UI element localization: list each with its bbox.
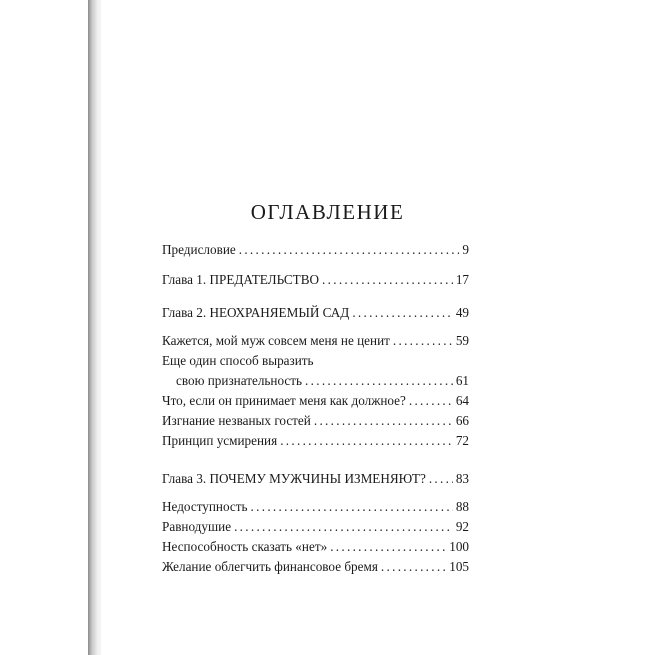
toc-entry-page: 83 <box>455 471 469 486</box>
toc-entry-page: 59 <box>455 333 469 348</box>
toc-entry-title: Неспособность сказать «нет» <box>162 539 328 554</box>
toc-heading: ОГЛАВЛЕНИЕ <box>250 200 405 224</box>
toc-entry-title: Равнодушие <box>162 519 232 534</box>
leader-dots <box>381 559 446 575</box>
toc-entry-chapter-1 <box>162 272 469 288</box>
toc-entry-title: Глава 3. ПОЧЕМУ МУЖЧИНЫ ИЗМЕНЯЮТ? <box>162 471 426 486</box>
leader-dots <box>352 305 453 321</box>
leader-dots <box>330 539 446 555</box>
page-edge <box>98 0 101 655</box>
toc-entry-page: 66 <box>455 413 469 428</box>
toc-entry-page: 49 <box>455 305 469 320</box>
leader-dots <box>280 433 453 449</box>
toc-entry-title: Предисловие <box>162 242 236 257</box>
toc-entry-chapter-3 <box>162 471 469 487</box>
toc-entry-title: Изгнание незваных гостей <box>162 413 311 428</box>
toc-entry-page: 64 <box>455 393 469 408</box>
toc-entry-page: 92 <box>455 519 469 534</box>
toc-entry-section <box>162 333 469 349</box>
toc-entry-section <box>162 539 469 555</box>
toc-entry-section <box>162 499 469 515</box>
toc-entry-page: 105 <box>449 559 469 574</box>
leader-dots <box>314 413 453 429</box>
leader-dots <box>429 471 453 487</box>
toc-entry-page: 17 <box>455 272 469 287</box>
toc-entry-page: 88 <box>455 499 469 514</box>
toc-entry-section <box>162 433 469 449</box>
binding-shadow <box>88 0 98 655</box>
toc-entry-section <box>162 373 469 389</box>
toc-entry-preface <box>162 242 469 258</box>
toc-entry-title: Недоступность <box>162 499 248 514</box>
leader-dots <box>251 499 453 515</box>
leader-dots <box>322 272 453 288</box>
leader-dots <box>234 519 453 535</box>
toc-entry-section <box>162 519 469 535</box>
toc-entry-chapter-2 <box>162 305 469 321</box>
toc-entry-title: Кажется, мой муж совсем меня не ценит <box>162 333 390 348</box>
toc-entry-section <box>162 393 469 409</box>
toc-entry-page: 9 <box>462 242 469 257</box>
toc-entry-page: 61 <box>455 373 469 388</box>
toc-entry-title: Принцип усмирения <box>162 433 278 448</box>
toc-entry-section-line: Еще один способ выразить <box>162 353 314 368</box>
toc-entry-title: Глава 1. ПРЕДАТЕЛЬСТВО <box>162 272 320 287</box>
toc-entry-title: Желание облегчить финансовое бремя <box>162 559 378 574</box>
leader-dots <box>305 373 453 389</box>
toc-entry-title: Что, если он принимает меня как должное? <box>162 393 406 408</box>
toc-entry-page: 100 <box>449 539 469 554</box>
leader-dots <box>409 393 453 409</box>
leader-dots <box>239 242 460 258</box>
toc-entry-page: 72 <box>455 433 469 448</box>
leader-dots <box>393 333 453 349</box>
table-of-contents <box>162 242 469 575</box>
toc-entry-section <box>162 559 469 575</box>
toc-entry-title: свою признательность <box>176 373 303 388</box>
toc-entry-section <box>162 413 469 429</box>
toc-entry-title: Глава 2. НЕОХРАНЯЕМЫЙ САД <box>162 305 350 320</box>
